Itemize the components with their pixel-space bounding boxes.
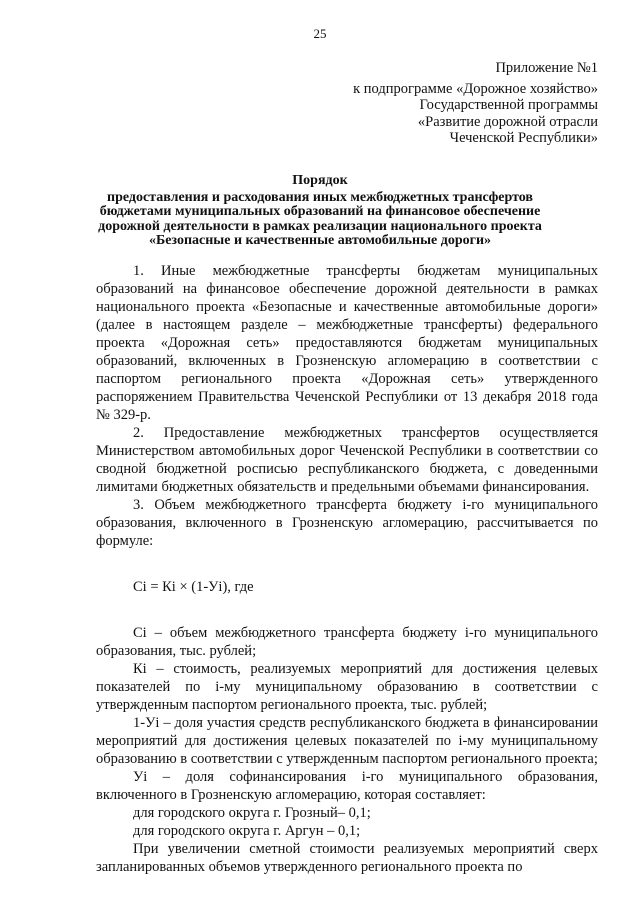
appendix-line: к подпрограмме «Дорожное хозяйство» [353, 80, 598, 97]
definition-1-u: 1-Уi – доля участия средств республиканского бюджета в финансировании мероприятий для достижения целевых показателей по i-му муниципальному образованию в соответствии с утвержденным паспортом регионального проекта; [96, 715, 598, 767]
heading-line: бюджетами муниципальных образований на финансовое обеспечение [99, 204, 541, 219]
appendix-line: Чеченской Республики» [449, 130, 598, 146]
document-body [96, 262, 598, 876]
paragraph-1: 1. Иные межбюджетные трансферты бюджетам муниципальных образований на финансовое обеспечение дорожной деятельности в рамках национального проекта «Безопасные и качественные автомобильные дороги» (далее в настоящем разделе – межбюджетные трансферты) федерального проекта «Дорожная сеть» предоставляются бюджетам муниципальных образований, включенных в Грозненскую агломерацию в соответствии с паспортом регионального проекта «Дорожная сеть» утвержденного распоряжением Правительства Чеченской Республики от 13 декабря 2018 года № 329-р. [96, 263, 598, 423]
page-number: 25 [313, 26, 327, 41]
document-heading [40, 174, 600, 249]
paragraph-2: 2. Предоставление межбюджетных трансфертов осуществляется Министерством автомобильных дорог Чеченской Республики в соответствии со сводной бюджетной росписью республиканского бюджета, с доведенными лимитами бюджетных обязательств и предельными объемами финансирования. [96, 425, 598, 495]
definition-c: Сi – объем межбюджетного трансферта бюджету i-го муниципального образования, тыс. рублей; [96, 625, 598, 659]
paragraph-last: При увеличении сметной стоимости реализуемых мероприятий сверх запланированных объемов утвержденного регионального проекта по [96, 841, 598, 875]
appendix-block [318, 60, 598, 147]
appendix-line: «Развитие дорожной отрасли [417, 113, 598, 130]
appendix-line: Государственной программы [419, 97, 598, 113]
paragraph-3: 3. Объем межбюджетного трансферта бюджету i-го муниципального образования, включенного в Грозненскую агломерацию, рассчитывается по формуле: [96, 497, 598, 549]
definition-k: Кi – стоимость, реализуемых мероприятий для достижения целевых показателей по i-му муниципальному образованию в соответствии с утвержденным паспортом регионального проекта, тыс. рублей; [96, 661, 598, 713]
appendix-title: Приложение №1 [495, 60, 598, 76]
heading-line: дорожной деятельности в рамках реализации национального проекта [98, 218, 542, 234]
heading-line: «Безопасные и качественные автомобильные дороги» [148, 233, 492, 248]
grozny-share: для городского округа г. Грозный– 0,1; [133, 805, 371, 821]
heading-title: Порядок [292, 173, 348, 188]
heading-line: предоставления и расходования иных межбюджетных трансфертов [107, 189, 533, 205]
formula: Сi = Кi × (1-Уi), где [133, 579, 254, 595]
argun-share: для городского округа г. Аргун – 0,1; [133, 823, 361, 839]
definition-u: Уi – доля софинансирования i-го муниципального образования, включенного в Грозненскую агломерацию, которая составляет: [96, 769, 598, 803]
